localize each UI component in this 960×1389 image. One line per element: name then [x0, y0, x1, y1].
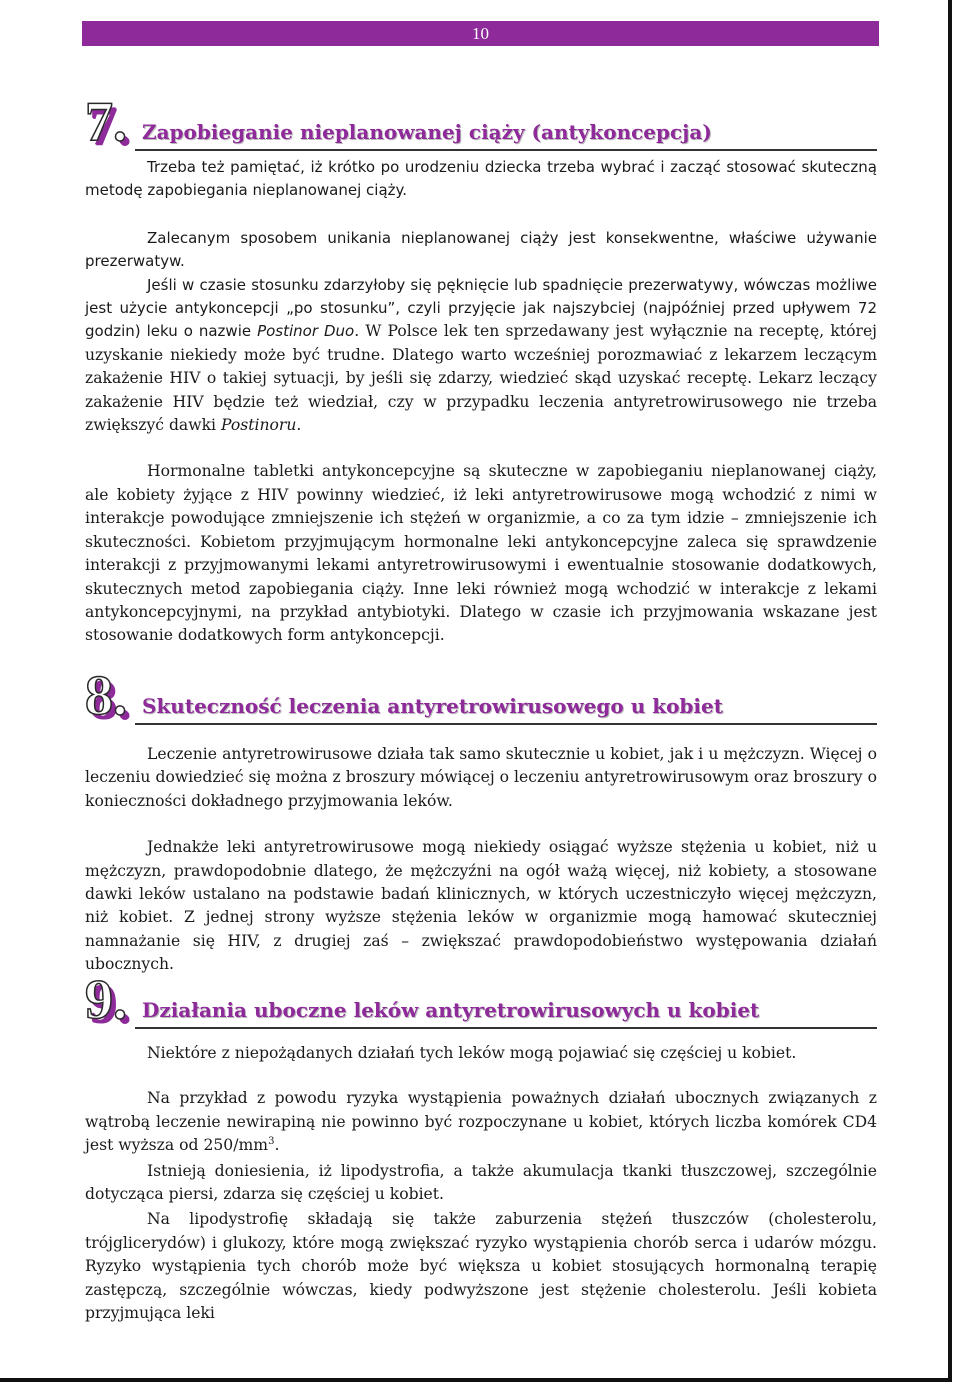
paragraph: Hormonalne tabletki antykoncepcyjne są skuteczne w zapobieganiu nieplanowanej ciąży, ale kobiety żyjące z HIV powinny wiedzieć, iż leki antyretrowirusowe mogą wchodzić z nimi w interakcje powodujące zmniejszenie ich stężeń w organizmie, a co za tym idzie – zmniejszenie ich skuteczności. Kobietom przyjmującym hormonalne leki antykoncepcyjne zaleca się sprawdzenie interakcji z przyjmowanymi lekami antyretrowirusowymi i ewentualnie stosowanie dodatkowych, skutecznych metod zapobiegania ciąży. Inne leki również mogą wchodzić w interakcje z lekami antykoncepcyjnymi, na przykład antybiotyki. Dlatego w czasie ich przyjmowania wskazane jest stosowanie dodatkowych form antykoncepcji. — [85, 462, 877, 645]
paragraph — [85, 274, 877, 438]
section-9-number: 9. — [85, 969, 127, 1031]
superscript: 3 — [268, 1136, 275, 1148]
section-7-number: 7. — [85, 91, 127, 153]
paragraph: Na lipodystrofię składają się także zaburzenia stężeń tłuszczów (cholesterolu, trójglicerydów) i glukozy, które mogą zwiększać ryzyko wystąpienia chorób serca i udarów mózgu. Ryzyko wystąpienia tych chorób może być większa u kobiet stosujących hormonalną terapię zastępczą, szczególnie wówczas, kiedy podwyższone jest stężenie cholesterolu. Jeśli kobieta przyjmująca leki — [85, 1210, 877, 1323]
paragraph-text: Na przykład z powodu ryzyka wystąpienia poważnych działań ubocznych związanych z wątrobą leczenie newirapiną nie powinno być rozpoczynane u kobiet, których liczba komórek CD4 jest wyższa od 250/mm — [85, 1089, 877, 1155]
section-9-body — [85, 1042, 877, 1325]
section-8-title: Skuteczność leczenia antyretrowirusowego u kobiet — [142, 694, 723, 718]
page-number: 10 — [472, 24, 489, 43]
section-8-body — [85, 743, 877, 977]
heading-rule — [135, 723, 877, 725]
section-8-number: 8. — [85, 665, 127, 727]
section-7-heading — [85, 82, 877, 153]
section-9-heading — [85, 960, 877, 1031]
page-header — [82, 21, 879, 46]
section-9-title: Działania uboczne leków antyretrowirusowych u kobiet — [142, 998, 760, 1022]
paragraph: Zalecanym sposobem unikania nieplanowanej ciąży jest konsekwentne, właściwe używanie prezerwatyw. — [85, 228, 877, 271]
paragraph: Istnieją doniesienia, iż lipodystrofia, a także akumulacja tkanki tłuszczowej, szczególnie dotycząca piersi, zdarza się częściej u kobiet. — [85, 1161, 877, 1204]
section-7-body — [85, 156, 877, 648]
paragraph-text: . W Polsce lek ten sprzedawany jest wyłącznie na receptę, której uzyskanie niekiedy może być trudne. Dlatego warto wcześniej porozmawiać z lekarzem leczącym zakażenie HIV o takiej sytuacji, by jeśli się zdarzy, wiedzieć skąd uzyskać receptę. Lekarz leczący zakażenie HIV będzie też wiedział, czy w przypadku leczenia antyretrowirusowego nie trzeba zwiększyć dawki — [85, 322, 878, 435]
heading-rule — [135, 149, 877, 151]
paragraph: Leczenie antyretrowirusowe działa tak samo skutecznie u kobiet, jak i u mężczyzn. Więcej o leczeniu dowiedzieć się można z broszury mówiącej o leczeniu antyretrowirusowym oraz broszury o konieczności dokładnego przyjmowania leków. — [85, 745, 877, 810]
drug-name: Postinor Duo — [257, 322, 355, 341]
section-7-title: Zapobieganie nieplanowanej ciąży (antykoncepcja) — [142, 120, 712, 144]
paragraph-text: Jeśli w czasie stosunku zdarzyłoby się pęknięcie lub spadnięcie prezerwatywy, wówczas możliwe jest użycie antykoncepcji „po stosunku”, czyli przyjęcie jak najszybciej (najpóźniej przed upływem 72 godzin) leku o nazwie — [85, 275, 877, 341]
paragraph: Jednakże leki antyretrowirusowe mogą niekiedy osiągać wyższe stężenia u kobiet, niż u mężczyzn, prawdopodobnie dlatego, że mężczyźni na ogół ważą więcej, niż kobiety, a stosowane dawki leków ustalano na podstawie badań klinicznych, w których uczestniczyło więcej mężczyzn, niż kobiet. Z jednej strony wyższe stężenia leków w organizmie mogą hamować skuteczniej namnażanie się HIV, z drugiej zaś – zwiększać prawdopodobieństwo występowania działań ubocznych. — [85, 838, 877, 974]
drug-name: Postinoru — [220, 416, 297, 435]
heading-rule — [135, 1027, 877, 1029]
paragraph: Trzeba też pamiętać, iż krótko po urodzeniu dziecka trzeba wybrać i zacząć stosować skuteczną metodę zapobiegania nieplanowanej ciąży. — [85, 158, 877, 200]
paragraph: Niektóre z niepożądanych działań tych leków mogą pojawiać się częściej u kobiet. — [147, 1044, 797, 1062]
paragraph — [85, 1087, 877, 1157]
paragraph-text: . — [296, 416, 302, 435]
paragraph-text: . — [274, 1136, 280, 1155]
section-8-heading — [85, 656, 877, 727]
